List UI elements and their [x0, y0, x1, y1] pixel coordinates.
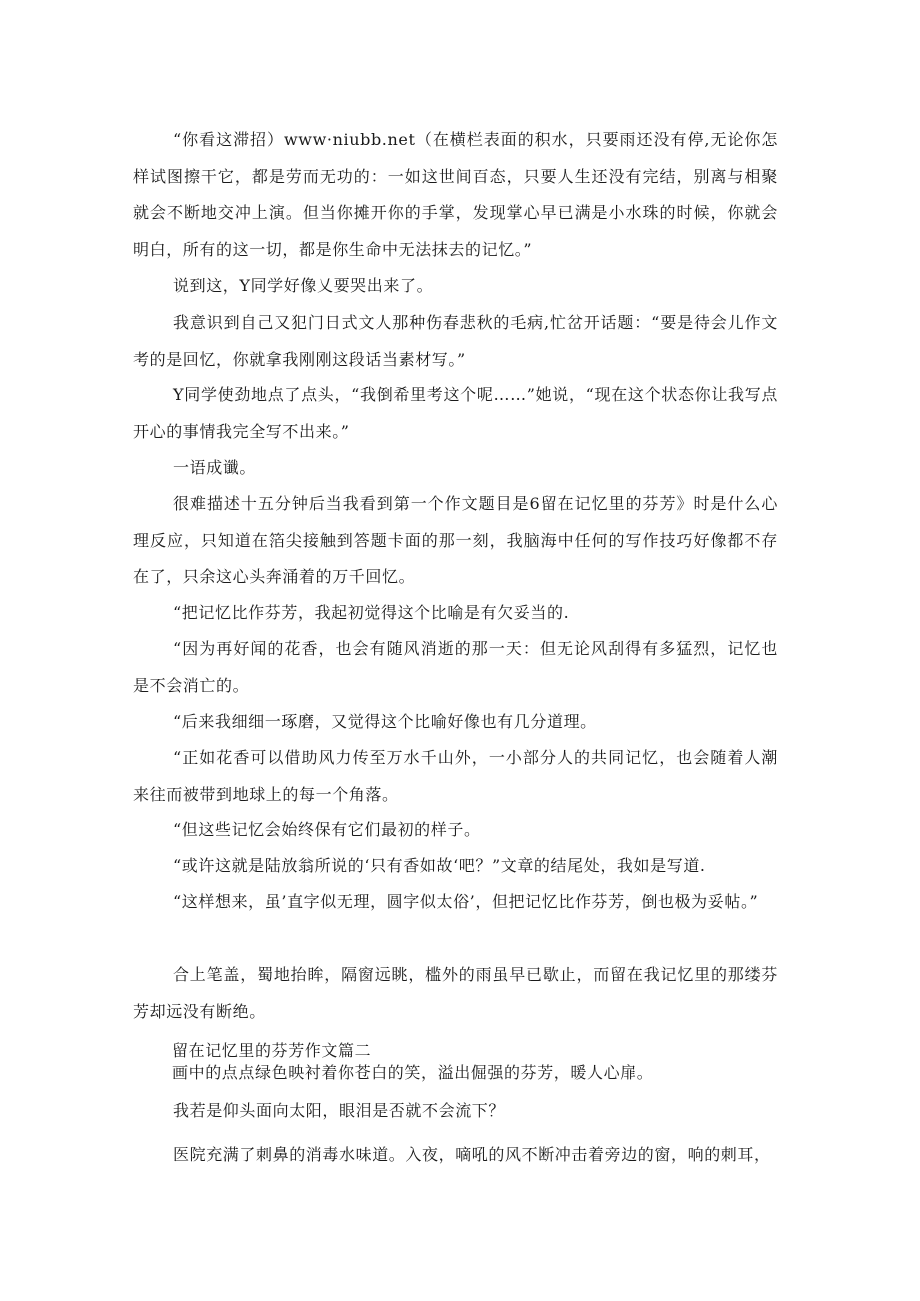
paragraph-11: “但这些记忆会始终保有它们最初的样子。 — [173, 820, 481, 839]
paragraph-13: “这样想来，虽’直字似无理，圆字似太俗’，但把记忆比作芬芳，倒也极为妥帖。” — [173, 892, 759, 911]
paragraph-12: “或许这就是陆放翁所说的‘只有香如故‘吧？”文章的结尾处，我如是写道. — [173, 856, 706, 875]
paragraph-5: 一语成谶。 — [173, 458, 257, 477]
paragraph-1: “你看这滞招）www·niubb.net（在横栏表面的积水，只要雨还没有停,无论你怎样试图擦干它，都是劳而无功的：一如这世间百态，只要人生还没有完结，别离与相聚就会不断地交冲上演。但当你摊开你的手掌，发现掌心早已满是小水珠的时候，你就会明白，所有的这一切，都是你生命中无法抹去的记忆。” — [133, 130, 778, 259]
paragraph-2: 说到这，Y同学好像乂要哭出来了。 — [173, 276, 434, 295]
section-subtitle: 画中的点点绿色映衬着你苍白的笑，溢出倔强的芬芳，暖人心扉。 — [172, 1063, 654, 1082]
paragraph-16: 医院充满了刺鼻的消毒水味道。入夜，嘀吼的风不断冲击着旁边的窗，响的刺耳， — [173, 1145, 771, 1164]
paragraph-9: “后来我细细一琢磨，又觉得这个比喻好像也有几分道理。 — [173, 712, 597, 731]
paragraph-14: 合上笔盖，蜀地抬眸，隔窗远眺，槛外的雨虽早已歇止，而留在我记忆里的那缕芬芳却远没有断绝。 — [133, 965, 778, 1021]
paragraph-15: 我若是仰头面向太阳，眼泪是否就不会流下？ — [173, 1101, 506, 1120]
paragraph-6: 很难描述十五分钟后当我看到第一个作文题目是6留在记忆里的芬芳》时是什么心理反应，只知道在箔尖接触到答题卡面的那一刻，我脑海中任何的写作技巧好像都不存在了，只余这心头奔涌着的万千回忆。 — [133, 494, 778, 586]
paragraph-10: “正如花香可以借助风力传至万水千山外，一小部分人的共同记忆，也会随着人潮来往而被带到地球上的每一个角落。 — [133, 748, 778, 804]
paragraph-8: “因为再好闻的花香，也会有随风消逝的那一天：但无论风刮得有多猛烈，记忆也是不会消亡的。 — [133, 639, 778, 695]
section-heading: 留在记忆里的芬芳作文篇二 — [172, 1041, 372, 1060]
paragraph-4: Y同学使劲地点了点头，“我倒希里考这个呢……”她说，“现在这个状态你让我写点开心的事情我完全写不出来。” — [133, 385, 778, 441]
paragraph-7: “把记忆比作芬芳，我起初觉得这个比喻是有欠妥当的. — [173, 603, 570, 622]
paragraph-3: 我意识到自己又犯门日式文人那种伤春悲秋的毛病,忙岔开话题：“要是待会儿作文考的是回忆，你就拿我刚刚这段话当素材写。” — [133, 313, 778, 369]
